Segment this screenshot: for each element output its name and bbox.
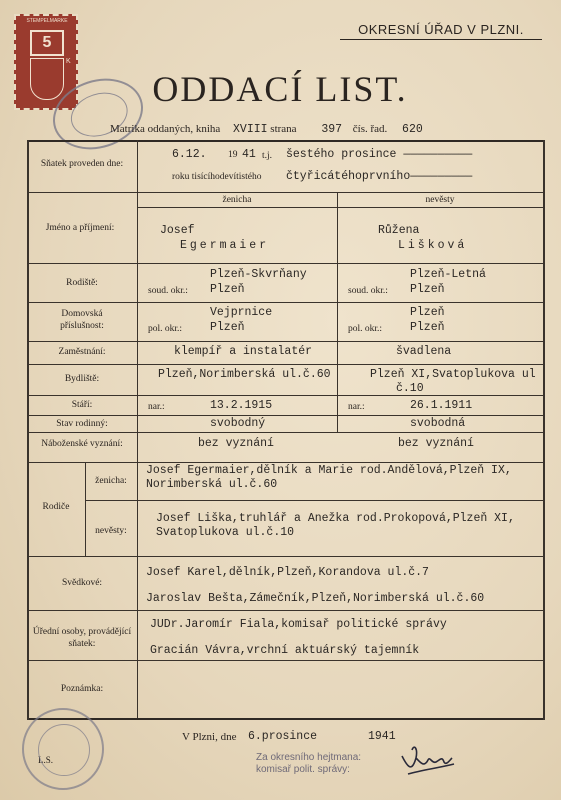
document-title: ODDACÍ LIST. [152,69,408,109]
rodice-zenicha-label: ženicha: [95,476,127,486]
matrika-kniha: XVIII [233,123,268,136]
matrika-line [110,123,423,136]
nevesta-soud-okr: Plzeň [410,283,445,296]
uredni-osoba-2: Gracián Vávra,vrchní aktuárský tajemník [150,644,420,657]
nabozenske-label: Náboženské vyznání: [41,439,123,449]
snatek-words-day: šestého prosince —————————— [286,148,473,161]
rodice-zenicha-line1: Josef Egermaier,dělník a Marie rod.Andělová,Plzeň IX, [146,464,512,477]
signer-line-2: komisař polit. správy: [256,764,350,775]
poznamka-label: Poznámka: [60,684,104,694]
nevesta-bydliste-line2: č.10 [396,382,424,395]
rodice-nevesty-label: nevěsty: [95,526,127,536]
svedkove-label: Svědkové: [61,578,103,588]
nevesta-vyznani: bez vyznání [398,437,474,450]
office-heading: OKRESNÍ ÚŘAD V PLZNI. [340,22,542,40]
zenich-pol-okr-label: pol. okr.: [148,324,183,334]
stamp-currency: K [66,58,71,65]
snatek-roku-label: roku tisícíhodevítistého [172,172,262,182]
bydliste-label: Bydliště: [64,374,100,384]
nevesta-last-name: Lišková [398,239,468,252]
header-nevesty: nevěsty [425,195,455,205]
snatek-words-year: čtyřicátéhoprvního————————— [286,170,473,183]
zenich-vyznani: bez vyznání [198,437,274,450]
matrika-label-rad: čís. řad. [352,123,388,135]
zenich-stav: svobodný [210,417,266,430]
nevesta-zamestnani: švadlena [396,345,452,358]
coat-of-arms-icon [30,58,64,100]
zenich-narozen: 13.2.1915 [210,399,273,412]
zenich-soud-okr-label: soud. okr.: [148,286,188,296]
jmeno-label: Jméno a příjmení: [45,223,115,233]
rodice-nevesty-line1: Josef Liška,truhlář a Anežka rod.Prokopová,Plzeň XI, [156,512,515,525]
nevesta-domovska: Plzeň [410,306,445,319]
zenich-zamestnani: klempíř a instalatér [174,345,313,358]
nevesta-bydliste-line1: Plzeň XI,Svatoplukova ul [370,368,536,381]
stav-label: Stav rodinný: [56,419,108,429]
rodice-label: Rodiče [42,502,70,512]
stamp-value: 5 [30,30,64,56]
svedek-1: Josef Karel,dělník,Plzeň,Korandova ul.č.7 [146,566,429,579]
uredni-osoby-label: Úřední osoby, provádějící sňatek: [32,627,132,649]
nevesta-pol-okr-label: pol. okr.: [348,324,383,334]
rodiste-label: Rodiště: [66,278,98,288]
nevesta-soud-okr-label: soud. okr.: [348,286,388,296]
footer-place: V Plzni, dne [182,731,237,743]
footer-ls: L.S. [38,755,54,765]
nevesta-narozena: 26.1.1911 [410,399,473,412]
footer-year: 1941 [368,730,396,743]
zenich-pol-okr: Plzeň [210,321,245,334]
zenich-first-name: Josef [160,224,195,237]
stamp-top-text: STEMPELMARKE [26,18,68,24]
office-seal-bottom [22,708,104,790]
stari-label: Stáří: [71,400,93,410]
rodice-zenicha-line2: Norimberská ul.č.60 [146,478,278,491]
nevesta-stav: svobodná [410,417,466,430]
nevesta-first-name: Růžena [378,224,420,237]
matrika-strana: 397 [321,123,343,136]
uredni-osoba-1: JUDr.Jaromír Fiala,komisař politické správy [150,618,447,631]
matrika-label-kniha: Matrika oddaných, kniha [110,123,221,135]
zenich-nar-label: nar.: [148,402,165,412]
zenich-soud-okr: Plzeň [210,283,245,296]
matrika-label-strana: strana [270,123,297,135]
nevesta-rodiste: Plzeň-Letná [410,268,486,281]
snatek-tj: t.j. [262,151,273,161]
zenich-last-name: Egermaier [180,239,270,252]
zamestnani-label: Zaměstnání: [58,347,106,357]
domovska-label: Domovská příslušnost: [60,309,104,331]
snatek-date: 6.12. [172,148,207,161]
rodice-nevesty-line2: Svatoplukova ul.č.10 [156,526,295,539]
nevesta-pol-okr: Plzeň [410,321,445,334]
snatek-year: 41 [242,148,256,161]
snatek-label: Sňatek proveden dne: [40,159,124,169]
signer-line-1: Za okresního hejtmana: [256,752,362,763]
matrika-rad: 620 [402,123,423,136]
nevesta-nar-label: nar.: [348,402,365,412]
zenich-rodiste: Plzeň-Skvrňany [210,268,307,281]
header-zenicha: ženicha [222,195,252,205]
snatek-year-prefix: 19 [228,150,238,160]
footer-date: 6.prosince [248,730,318,743]
zenich-domovska: Vejprnice [210,306,273,319]
handwritten-signature [398,738,456,778]
signer-stamp [256,752,361,776]
svedek-2: Jaroslav Bešta,Zámečník,Plzeň,Norimberská ul.č.60 [146,592,485,605]
zenich-bydliste: Plzeň,Norimberská ul.č.60 [158,368,331,381]
